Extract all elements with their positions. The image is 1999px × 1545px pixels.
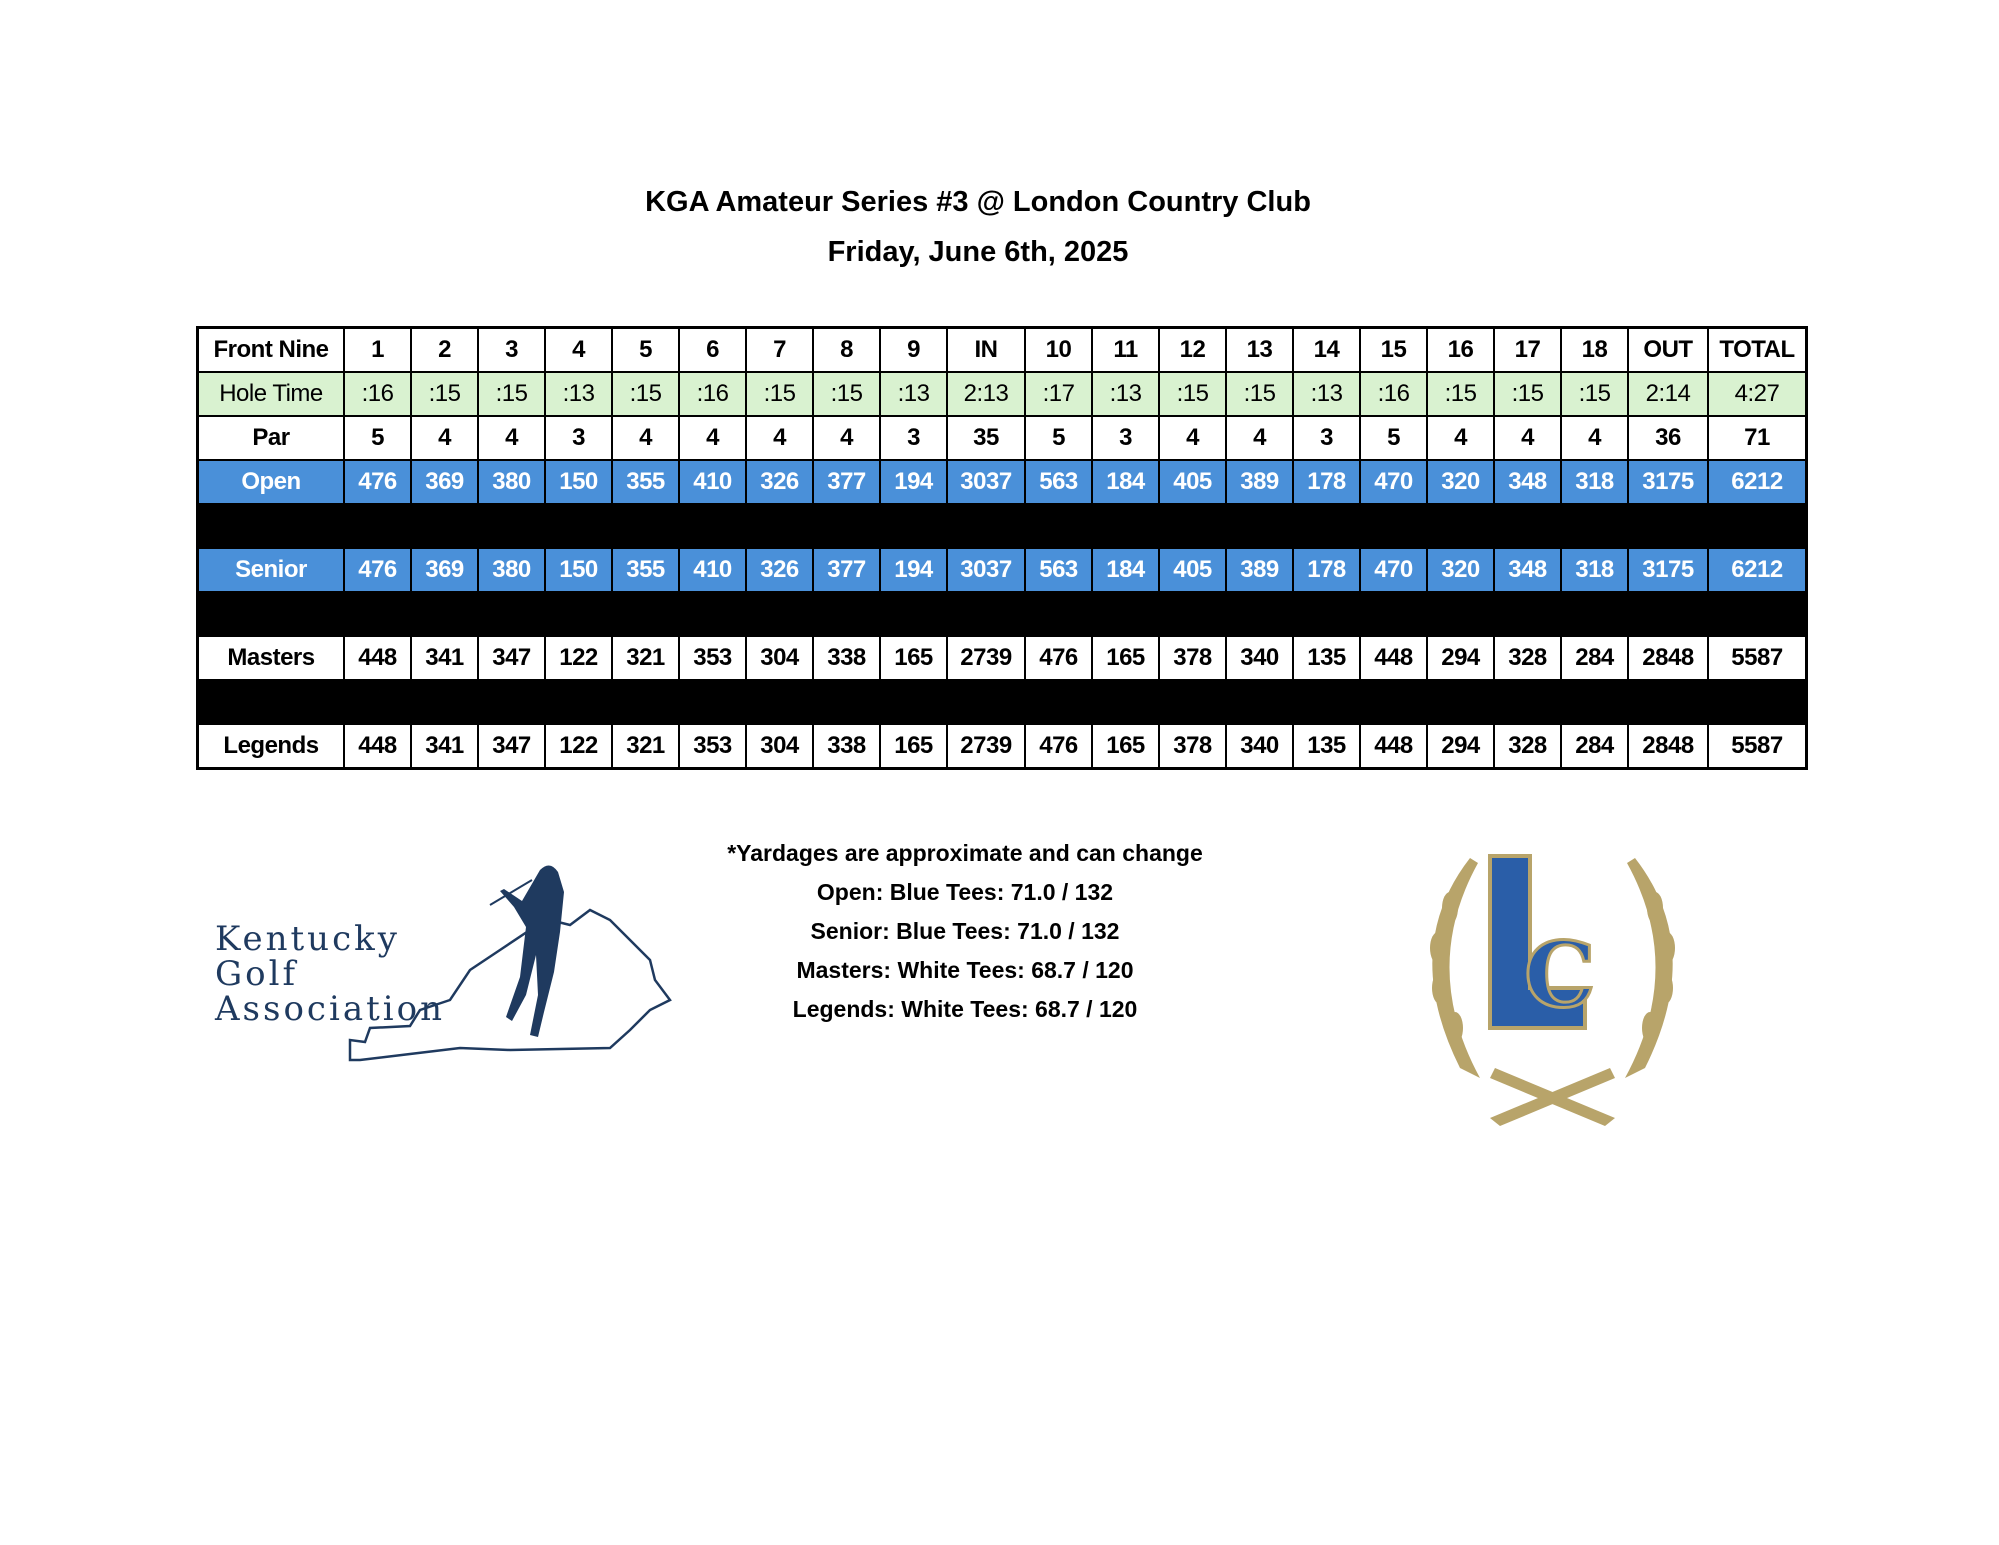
cell: [813, 592, 880, 636]
cell: 184: [1092, 548, 1159, 592]
column-header: 4: [545, 328, 612, 373]
cell: 4: [746, 416, 813, 460]
cell: 2848: [1628, 724, 1708, 769]
spacer-row: [198, 504, 1807, 548]
cell: [1025, 680, 1092, 724]
cell: [1159, 504, 1226, 548]
cell: :15: [1226, 372, 1293, 416]
cell: 338: [813, 636, 880, 680]
cell: [612, 680, 679, 724]
cell: [478, 592, 545, 636]
cell: 165: [1092, 636, 1159, 680]
cell: 340: [1226, 724, 1293, 769]
cell: 6212: [1708, 460, 1807, 504]
cell: 476: [1025, 636, 1092, 680]
cell: 5: [1025, 416, 1092, 460]
cell: 165: [880, 636, 947, 680]
column-header: TOTAL: [1708, 328, 1807, 373]
cell: 178: [1293, 548, 1360, 592]
column-header: 6: [679, 328, 746, 373]
cell: 338: [813, 724, 880, 769]
cell: [679, 592, 746, 636]
column-header: 1: [344, 328, 411, 373]
cell: 2:13: [947, 372, 1025, 416]
senior-tees-note: Senior: Blue Tees: 71.0 / 132: [810, 918, 1120, 944]
cell: :17: [1025, 372, 1092, 416]
cell: [1561, 592, 1628, 636]
cell: [1360, 504, 1427, 548]
cell: 326: [746, 548, 813, 592]
cell: 341: [411, 724, 478, 769]
cell: 320: [1427, 460, 1494, 504]
cell: [679, 504, 746, 548]
cell: 476: [1025, 724, 1092, 769]
cell: 3037: [947, 460, 1025, 504]
cell: [746, 592, 813, 636]
cell: 347: [478, 636, 545, 680]
cell: 380: [478, 548, 545, 592]
cell: [746, 680, 813, 724]
cell: 476: [344, 460, 411, 504]
cell: 194: [880, 460, 947, 504]
cell: 448: [344, 636, 411, 680]
cell: [1092, 504, 1159, 548]
cell: [880, 504, 947, 548]
column-header: IN: [947, 328, 1025, 373]
cell: 410: [679, 548, 746, 592]
cell: [411, 592, 478, 636]
row-label: Legends: [198, 724, 345, 769]
cell: 389: [1226, 548, 1293, 592]
cell: [1427, 504, 1494, 548]
cell: 284: [1561, 724, 1628, 769]
column-header: OUT: [1628, 328, 1708, 373]
cell: 378: [1159, 636, 1226, 680]
cell: [1360, 592, 1427, 636]
cell: 4: [1427, 416, 1494, 460]
row-label: Open: [198, 460, 345, 504]
cell: [1159, 592, 1226, 636]
cell: 326: [746, 460, 813, 504]
cell: 377: [813, 548, 880, 592]
cell: [947, 504, 1025, 548]
cell: [1427, 592, 1494, 636]
london-country-club-logo: [1410, 838, 1695, 1128]
column-header: 11: [1092, 328, 1159, 373]
cell: :15: [813, 372, 880, 416]
cell: 2739: [947, 724, 1025, 769]
column-header: 5: [612, 328, 679, 373]
cell: 304: [746, 636, 813, 680]
cell: 165: [1092, 724, 1159, 769]
cell: 340: [1226, 636, 1293, 680]
cell: 563: [1025, 460, 1092, 504]
cell: 470: [1360, 548, 1427, 592]
cell: 71: [1708, 416, 1807, 460]
row-masters: [198, 636, 1807, 680]
cell: 122: [545, 724, 612, 769]
cell: 405: [1159, 460, 1226, 504]
cell: [478, 504, 545, 548]
cell: [947, 680, 1025, 724]
cell: 122: [545, 636, 612, 680]
cell: 3175: [1628, 460, 1708, 504]
cell: :15: [612, 372, 679, 416]
cell: 448: [1360, 724, 1427, 769]
cell: 6212: [1708, 548, 1807, 592]
row-front-nine: [198, 328, 1807, 373]
cell: 284: [1561, 636, 1628, 680]
cell: 4:27: [1708, 372, 1807, 416]
cell: 3037: [947, 548, 1025, 592]
cell: 2:14: [1628, 372, 1708, 416]
cell: 4: [813, 416, 880, 460]
cell: [411, 504, 478, 548]
cell: [880, 592, 947, 636]
cell: 321: [612, 724, 679, 769]
cell: 3: [1293, 416, 1360, 460]
cell: 348: [1494, 460, 1561, 504]
cell: 35: [947, 416, 1025, 460]
column-header: 9: [880, 328, 947, 373]
cell: 150: [545, 460, 612, 504]
cell: 5: [1360, 416, 1427, 460]
cell: 355: [612, 460, 679, 504]
cell: [1561, 504, 1628, 548]
cell: :15: [478, 372, 545, 416]
masters-tees-note: Masters: White Tees: 68.7 / 120: [796, 957, 1134, 983]
cell: [947, 592, 1025, 636]
cell: 5587: [1708, 636, 1807, 680]
cell: [1226, 680, 1293, 724]
column-header: 14: [1293, 328, 1360, 373]
cell: :15: [1159, 372, 1226, 416]
cell: 178: [1293, 460, 1360, 504]
cell: 380: [478, 460, 545, 504]
cell: [545, 592, 612, 636]
cell: [1092, 680, 1159, 724]
cell: :15: [411, 372, 478, 416]
cell: 3: [880, 416, 947, 460]
cell: :16: [1360, 372, 1427, 416]
cell: [1494, 592, 1561, 636]
cell: [1360, 680, 1427, 724]
cell: 4: [1226, 416, 1293, 460]
cell: 321: [612, 636, 679, 680]
cell: [1159, 680, 1226, 724]
cell: 318: [1561, 548, 1628, 592]
kentucky-golf-association-logo: [210, 850, 680, 1070]
cell: [1226, 504, 1293, 548]
tee-notes: [680, 834, 1250, 1029]
svg-text:Association: Association: [215, 989, 446, 1029]
cell: :13: [1092, 372, 1159, 416]
column-header: 3: [478, 328, 545, 373]
scorecard-table: [196, 326, 1808, 770]
row-label: Masters: [198, 636, 345, 680]
row-par: [198, 416, 1807, 460]
cell: 194: [880, 548, 947, 592]
cell: :15: [1427, 372, 1494, 416]
cell: 353: [679, 724, 746, 769]
row-label: [198, 504, 345, 548]
row-label: [198, 592, 345, 636]
cell: :15: [746, 372, 813, 416]
svg-text:C: C: [1524, 922, 1596, 1028]
cell: [344, 504, 411, 548]
cell: 4: [612, 416, 679, 460]
cell: [1708, 504, 1807, 548]
cell: :15: [1494, 372, 1561, 416]
cell: :16: [679, 372, 746, 416]
cell: [344, 592, 411, 636]
event-date: Friday, June 6th, 2025: [827, 236, 1129, 268]
row-label: [198, 680, 345, 724]
column-header: 13: [1226, 328, 1293, 373]
cell: [813, 504, 880, 548]
cell: [478, 680, 545, 724]
cell: 4: [1159, 416, 1226, 460]
cell: [612, 504, 679, 548]
cell: 135: [1293, 636, 1360, 680]
cell: 347: [478, 724, 545, 769]
cell: 165: [880, 724, 947, 769]
cell: 4: [411, 416, 478, 460]
cell: [880, 680, 947, 724]
cell: 2848: [1628, 636, 1708, 680]
cell: 4: [1561, 416, 1628, 460]
cell: :16: [344, 372, 411, 416]
cell: 4: [1494, 416, 1561, 460]
cell: 405: [1159, 548, 1226, 592]
cell: [545, 680, 612, 724]
cell: 3175: [1628, 548, 1708, 592]
column-header: 2: [411, 328, 478, 373]
row-open: [198, 460, 1807, 504]
cell: 320: [1427, 548, 1494, 592]
cell: 3: [1092, 416, 1159, 460]
cell: [612, 592, 679, 636]
cell: 150: [545, 548, 612, 592]
cell: 135: [1293, 724, 1360, 769]
cell: [1628, 680, 1708, 724]
column-header: 18: [1561, 328, 1628, 373]
cell: :15: [1561, 372, 1628, 416]
cell: 3: [545, 416, 612, 460]
cell: :13: [545, 372, 612, 416]
row-legends: [198, 724, 1807, 769]
cell: [1628, 504, 1708, 548]
column-header: 17: [1494, 328, 1561, 373]
cell: [1708, 680, 1807, 724]
row-label: Front Nine: [198, 328, 345, 373]
row-label: Par: [198, 416, 345, 460]
spacer-row: [198, 680, 1807, 724]
spacer-row: [198, 592, 1807, 636]
column-header: 10: [1025, 328, 1092, 373]
open-tees-note: Open: Blue Tees: 71.0 / 132: [816, 879, 1114, 905]
column-header: 15: [1360, 328, 1427, 373]
cell: [1092, 592, 1159, 636]
row-label: Senior: [198, 548, 345, 592]
svg-text:Golf: Golf: [215, 954, 299, 994]
cell: 294: [1427, 724, 1494, 769]
cell: [1226, 592, 1293, 636]
column-header: 12: [1159, 328, 1226, 373]
cell: 389: [1226, 460, 1293, 504]
yardage-disclaimer: *Yardages are approximate and can change: [727, 840, 1203, 866]
cell: [1628, 592, 1708, 636]
svg-text:Kentucky: Kentucky: [215, 919, 400, 959]
cell: [1427, 680, 1494, 724]
column-header: 7: [746, 328, 813, 373]
cell: [1293, 504, 1360, 548]
cell: 377: [813, 460, 880, 504]
cell: [411, 680, 478, 724]
cell: 5587: [1708, 724, 1807, 769]
cell: :13: [1293, 372, 1360, 416]
cell: 36: [1628, 416, 1708, 460]
cell: 184: [1092, 460, 1159, 504]
cell: 470: [1360, 460, 1427, 504]
cell: [1293, 680, 1360, 724]
cell: 353: [679, 636, 746, 680]
row-label: Hole Time: [198, 372, 345, 416]
cell: [1025, 504, 1092, 548]
cell: [1494, 504, 1561, 548]
cell: [746, 504, 813, 548]
cell: 448: [344, 724, 411, 769]
column-header: 8: [813, 328, 880, 373]
cell: :13: [880, 372, 947, 416]
cell: 410: [679, 460, 746, 504]
cell: 341: [411, 636, 478, 680]
cell: 304: [746, 724, 813, 769]
cell: [1293, 592, 1360, 636]
cell: 355: [612, 548, 679, 592]
cell: [813, 680, 880, 724]
cell: 318: [1561, 460, 1628, 504]
cell: 378: [1159, 724, 1226, 769]
cell: [344, 680, 411, 724]
cell: 369: [411, 460, 478, 504]
cell: 4: [679, 416, 746, 460]
cell: 563: [1025, 548, 1092, 592]
cell: [1561, 680, 1628, 724]
cell: 4: [478, 416, 545, 460]
cell: [545, 504, 612, 548]
legends-tees-note: Legends: White Tees: 68.7 / 120: [792, 996, 1138, 1022]
cell: [1494, 680, 1561, 724]
column-header: 16: [1427, 328, 1494, 373]
cell: 448: [1360, 636, 1427, 680]
cell: 2739: [947, 636, 1025, 680]
cell: 328: [1494, 636, 1561, 680]
cell: 348: [1494, 548, 1561, 592]
cell: [1708, 592, 1807, 636]
row-senior: [198, 548, 1807, 592]
cell: [679, 680, 746, 724]
cell: 476: [344, 548, 411, 592]
cell: 5: [344, 416, 411, 460]
cell: [1025, 592, 1092, 636]
page-title: KGA Amateur Series #3 @ London Country Club: [645, 186, 1311, 218]
cell: 328: [1494, 724, 1561, 769]
cell: 294: [1427, 636, 1494, 680]
row-hole-time: [198, 372, 1807, 416]
cell: 369: [411, 548, 478, 592]
